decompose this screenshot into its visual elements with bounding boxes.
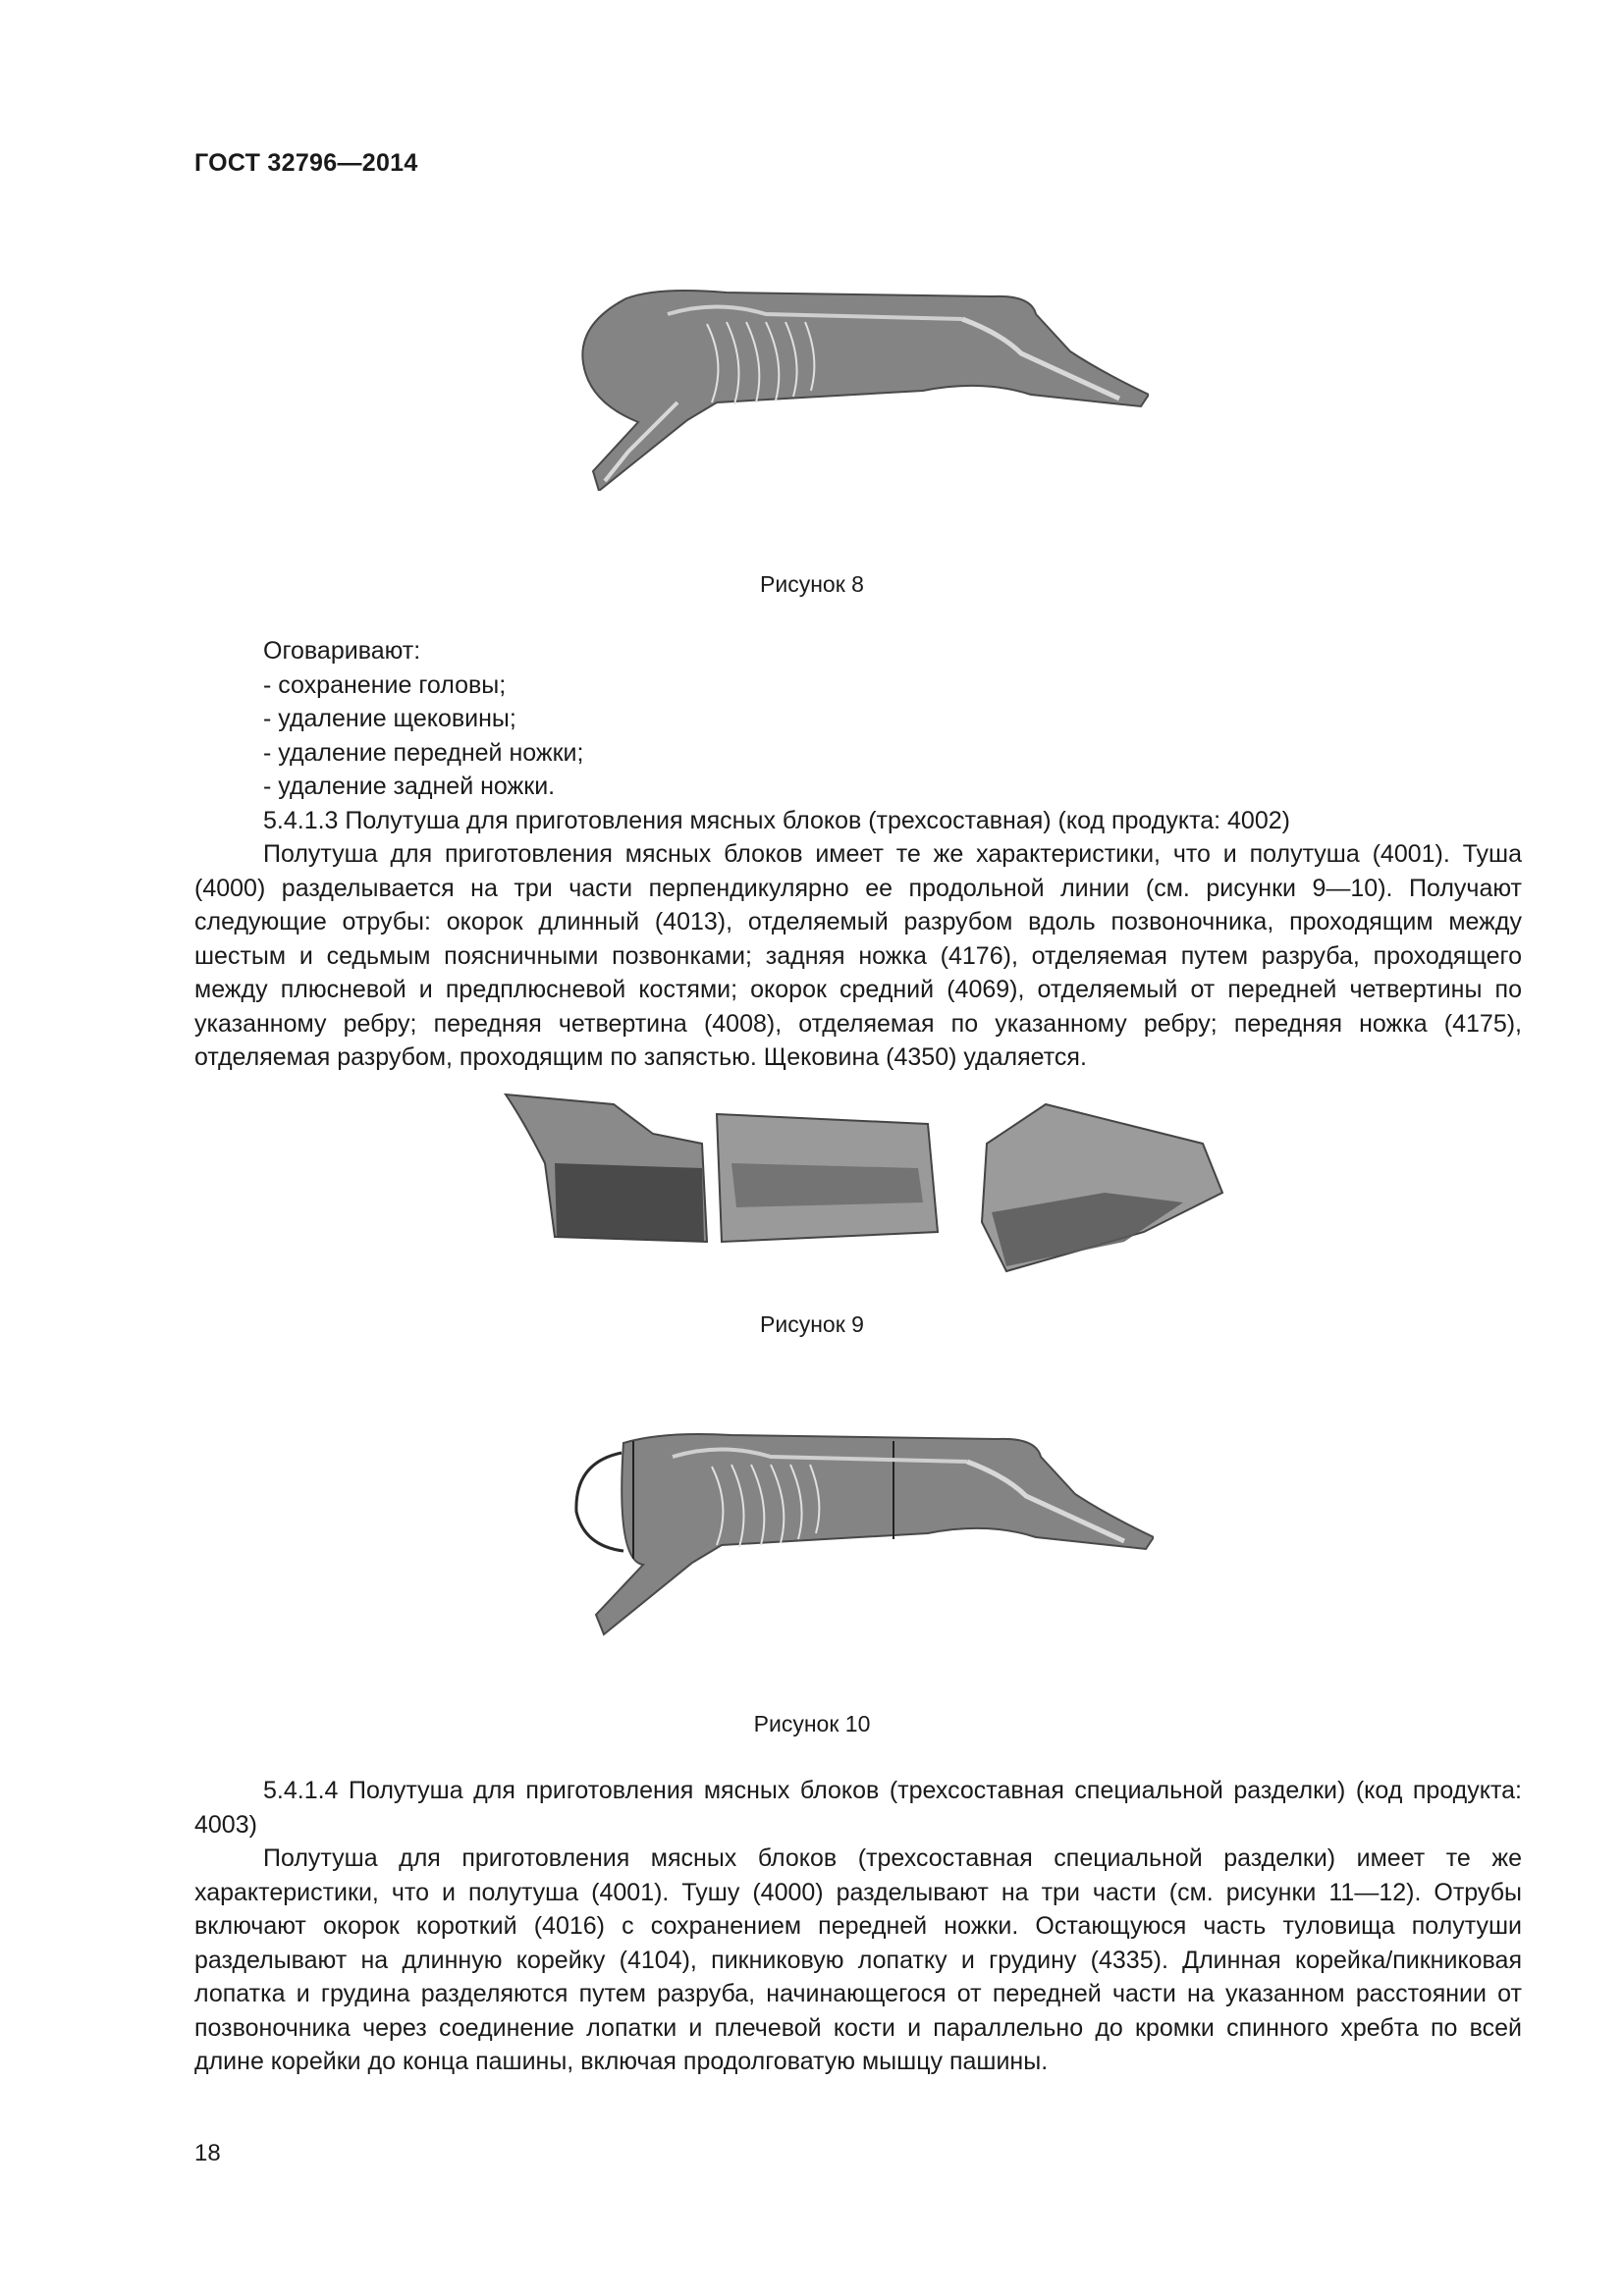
figure-8-carcass-image [569, 285, 1149, 491]
paragraph: Полутуша для приготовления мясных блоков имеет те же характеристики, что и полутуша (4001). Туша (4000) разделывается на три части перпендикулярно ее продольной линии (см. рисунки 9—10). Получают следующие отрубы: окорок длинный (4013), отделяемый разрубом вдоль позвоночника, проходящим между шестым и седьмым поясничными позвонками; задняя ножка (4176), отделяемая путем разруба, проходящего между плюсневой и предплюсневой костями; окорок средний (4069), отделяемый от передней четвертины по указанному ребру; передняя четвертина (4008), отделяемая по указанному ребру; передняя ножка (4175), отделяемая разрубом, проходящим по запястью. Щековина (4350) удаляется. [194, 840, 1522, 1071]
section-heading-5-4-1-3: 5.4.1.3 Полутуша для приготовления мясных блоков (трехсоставная) (код продукта: 4002) [263, 806, 1290, 834]
figure-10-caption: Рисунок 10 [753, 1711, 871, 1736]
list-item: - удаление задней ножки. [263, 773, 556, 800]
list-intro: Оговаривают: [263, 637, 421, 665]
list-item: - сохранение головы; [263, 670, 507, 699]
text-block-1 [194, 634, 1522, 1075]
figure-10-carcass-image [565, 1423, 1154, 1639]
figure-9-cuts-image [496, 1085, 1227, 1281]
list-item: - удаление щековины; [263, 705, 516, 732]
paragraph: Полутуша для приготовления мясных блоков (трехсоставная специальной разделки) имеет те же характеристики, что и полутуша (4001). Тушу (4000) разделывают на три части (см. рисунки 11—12). Отрубы включают окорок короткий (4016) с сохранением передней ножки. Остающуюся часть туловища полутуши разделывают на длинную корейку (4104), пикниковую лопатку и грудину (4335). Длинная корейка/пикниковая лопатка и грудина разделяются путем разруба, начинающегося от передней части на указанном расстоянии от позвоночника через соединение лопатки и плечевой кости и параллельно до кромки спинного хребта по всей длине корейки до конца пашины, включая продолговатую мышцу пашины. [194, 1844, 1522, 2075]
page-number: 18 [194, 2140, 221, 2166]
document-header: ГОСТ 32796—2014 [194, 149, 418, 177]
section-heading-5-4-1-4: 5.4.1.4 Полутуша для приготовления мясных блоков (трехсоставная специальной разделки) (код продукта: 4003) [194, 1777, 1522, 1839]
list-item: - удаление передней ножки; [263, 738, 584, 767]
figure-9-caption: Рисунок 9 [760, 1311, 864, 1337]
text-block-2 [194, 1774, 1522, 2079]
figure-8-caption: Рисунок 8 [760, 571, 864, 597]
